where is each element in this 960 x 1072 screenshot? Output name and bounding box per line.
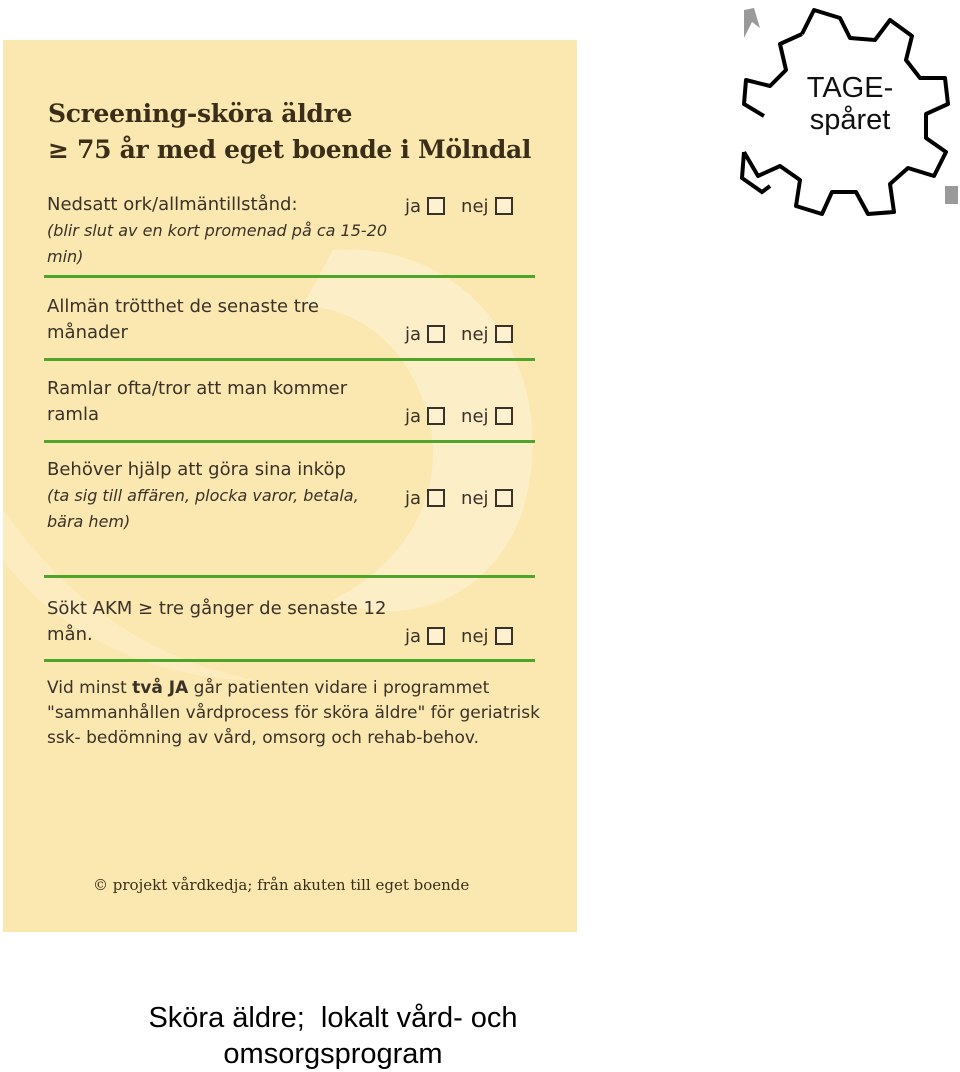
slide-caption — [0, 1000, 666, 1072]
separator-line — [44, 575, 535, 578]
note-bold: två JA — [132, 678, 189, 698]
answer-group-akm — [405, 623, 513, 649]
question-text: Sökt AKM ≥ tre gånger de senaste 12 mån. — [47, 598, 387, 645]
answer-group-inkop — [405, 485, 513, 511]
no-checkbox[interactable] — [495, 325, 513, 343]
question-text: Allmän trötthet de senaste tre månader — [47, 296, 319, 343]
separator-line — [44, 275, 535, 278]
yes-label: ja — [405, 323, 422, 345]
instruction-note — [47, 676, 547, 751]
separator-line — [44, 659, 535, 662]
question-hint: (ta sig till affären, plocka varor, betala, bära hem) — [47, 486, 359, 531]
separator-line — [44, 358, 535, 361]
no-label: nej — [461, 195, 489, 217]
title-line-1: Screening-sköra äldre — [48, 99, 353, 128]
answer-group-ramlar — [405, 403, 513, 429]
question-hint: (blir slut av en kort promenad på ca 15-20 min) — [47, 221, 388, 266]
no-checkbox[interactable] — [495, 407, 513, 425]
caption-line-2: omsorgsprogram — [223, 1038, 443, 1070]
yes-checkbox[interactable] — [427, 325, 445, 343]
logo-text — [790, 72, 910, 136]
note-prefix: Vid minst — [47, 678, 133, 698]
yes-checkbox[interactable] — [427, 197, 445, 215]
no-checkbox[interactable] — [495, 489, 513, 507]
question-ork — [47, 192, 397, 270]
question-trotthet — [47, 294, 397, 346]
copyright-text: © projekt vårdkedja; från akuten till eget boende — [93, 876, 470, 894]
no-checkbox[interactable] — [495, 197, 513, 215]
no-label: nej — [461, 323, 489, 345]
screening-card — [3, 40, 577, 932]
no-label: nej — [461, 487, 489, 509]
card-title — [48, 96, 531, 168]
answer-group-ork — [405, 193, 513, 219]
question-ramlar — [47, 376, 397, 428]
separator-line — [44, 440, 535, 443]
title-line-2: ≥ 75 år med eget boende i Mölndal — [48, 135, 532, 164]
answer-group-trotthet — [405, 321, 513, 347]
logo-line-1: TAGE- — [806, 72, 894, 104]
question-text: Ramlar ofta/tror att man kommer ramla — [47, 378, 348, 425]
logo-line-2: spåret — [809, 104, 891, 136]
no-label: nej — [461, 625, 489, 647]
yes-label: ja — [405, 405, 422, 427]
question-text: Nedsatt ork/allmäntillstånd: — [47, 194, 298, 215]
yes-label: ja — [405, 625, 422, 647]
yes-checkbox[interactable] — [427, 407, 445, 425]
note-rest: går patienten vidare i programmet "sammanhållen vårdprocess för sköra äldre" för geriatrisk ssk- bedömning av vård, omsorg och rehab-behov. — [47, 678, 540, 748]
no-checkbox[interactable] — [495, 627, 513, 645]
no-label: nej — [461, 405, 489, 427]
yes-label: ja — [405, 487, 422, 509]
yes-checkbox[interactable] — [427, 489, 445, 507]
caption-line-1: Sköra äldre; lokalt vård- och — [148, 1002, 518, 1034]
question-inkop — [47, 457, 397, 535]
yes-label: ja — [405, 195, 422, 217]
yes-checkbox[interactable] — [427, 627, 445, 645]
question-text: Behöver hjälp att göra sina inköp — [47, 459, 346, 480]
question-akm — [47, 596, 397, 648]
